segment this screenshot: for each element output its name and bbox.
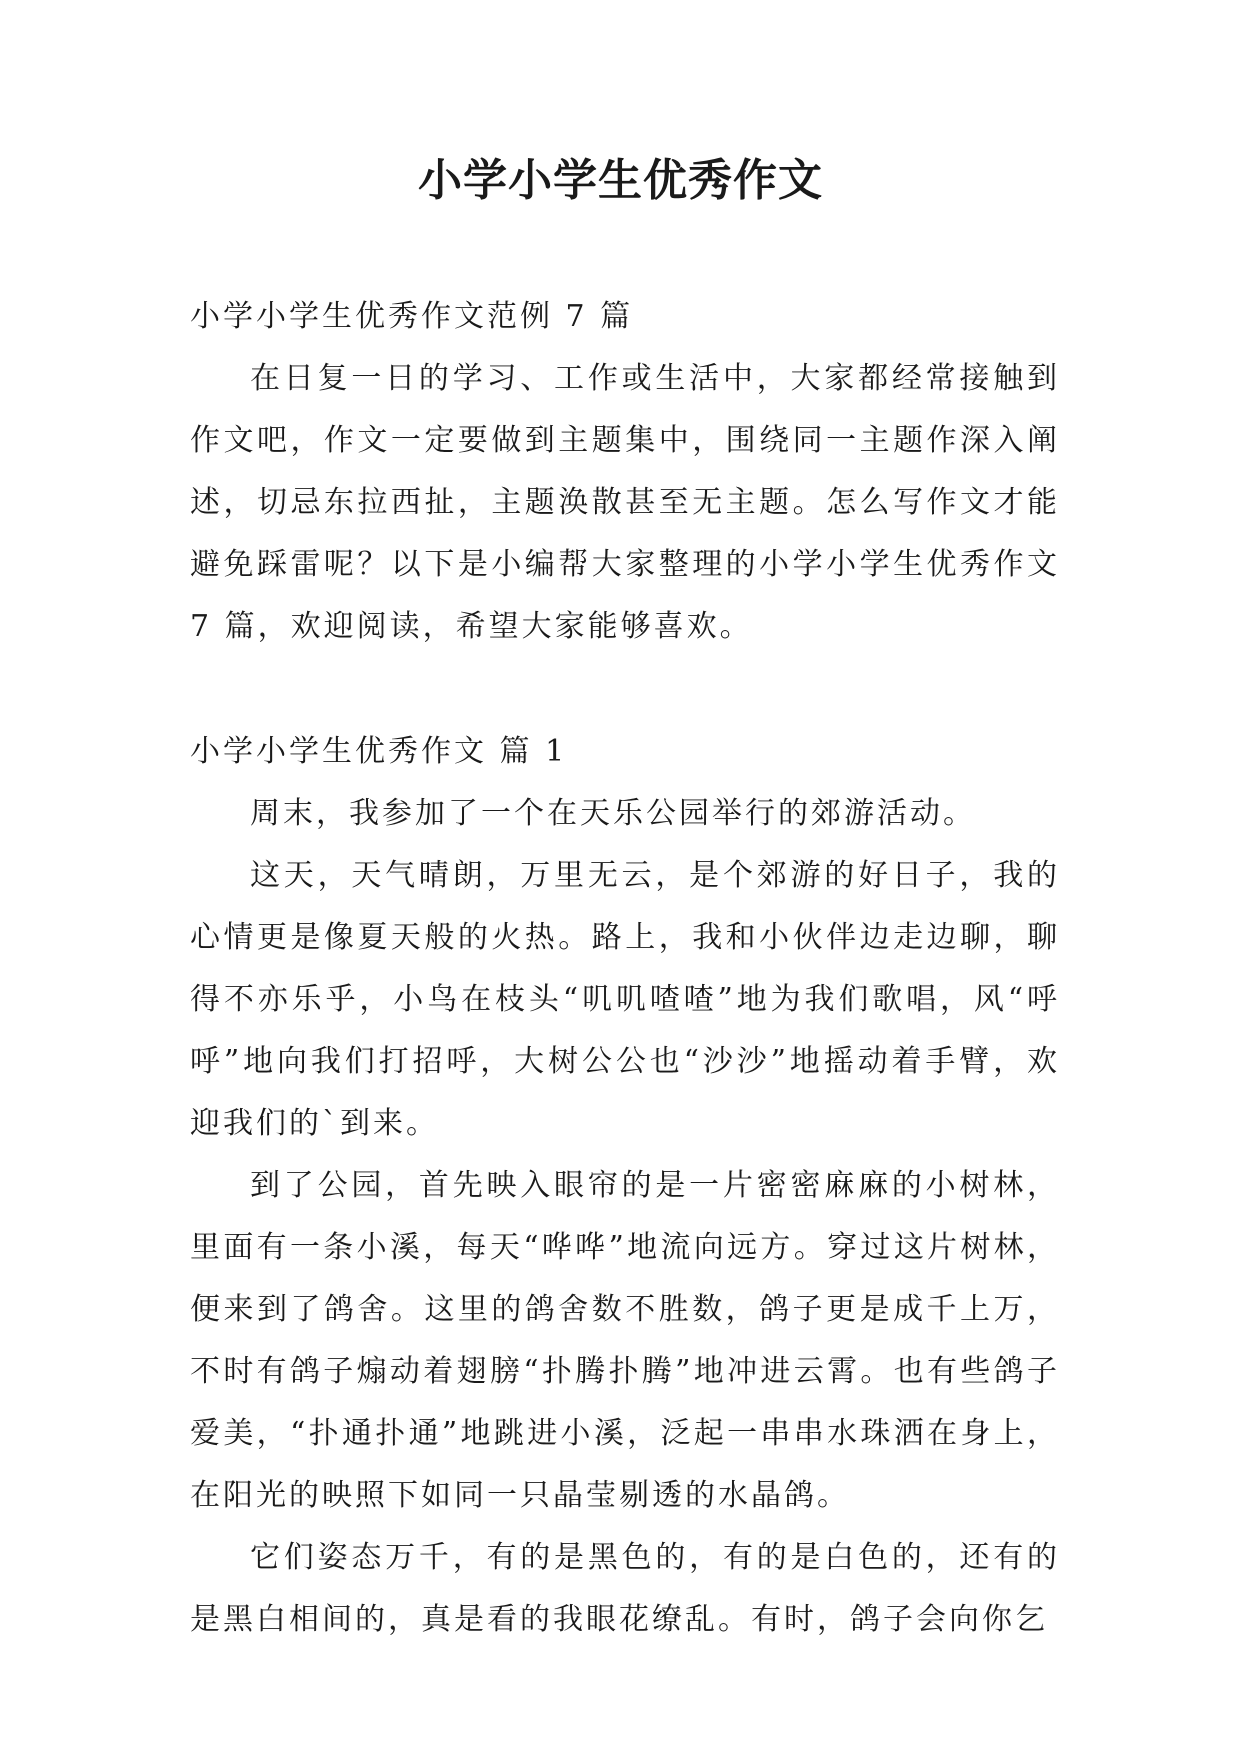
intro-paragraph: 在日复一日的学习、工作或生活中，大家都经常接触到作文吧，作文一定要做到主题集中，围绕同一主题作深入阐述，切忌东拉西扯，主题涣散甚至无主题。怎么写作文才能避免踩雷呢？以下是小编帮大家整理的小学小学生优秀作文 7 篇，欢迎阅读，希望大家能够喜欢。 — [190, 361, 1060, 644]
essay-paragraph: 它们姿态万千，有的是黑色的，有的是白色的，还有的是黑白相间的，真是看的我眼花缭乱。有时，鸽子会向你乞 — [190, 1540, 1060, 1637]
section-heading: 小学小学生优秀作文 篇 1 — [190, 734, 568, 769]
essay-paragraph: 到了公园，首先映入眼帘的是一片密密麻麻的小树林，里面有一条小溪，每天“哗哗”地流向远方。穿过这片树林，便来到了鸽舍。这里的鸽舍数不胜数，鸽子更是成千上万，不时有鸽子煽动着翅膀“扑腾扑腾”地冲进云霄。也有些鸽子爱美，“扑通扑通”地跳进小溪，泛起一串串水珠洒在身上，在阳光的映照下如同一只晶莹剔透的水晶鸽。 — [190, 1168, 1060, 1513]
essay-paragraph: 周末，我参加了一个在天乐公园举行的郊游活动。 — [250, 796, 976, 831]
essay-paragraph: 这天，天气晴朗，万里无云，是个郊游的好日子，我的心情更是像夏天般的火热。路上，我和小伙伴边走边聊，聊得不亦乐乎，小鸟在枝头“叽叽喳喳”地为我们歌唱，风“呼呼”地向我们打招呼，大树公公也“沙沙”地摇动着手臂，欢迎我们的`到来。 — [190, 858, 1060, 1141]
document-body — [190, 286, 1060, 1651]
document-title: 小学小学生优秀作文 — [418, 155, 823, 206]
intro-heading: 小学小学生优秀作文范例 7 篇 — [190, 299, 634, 334]
